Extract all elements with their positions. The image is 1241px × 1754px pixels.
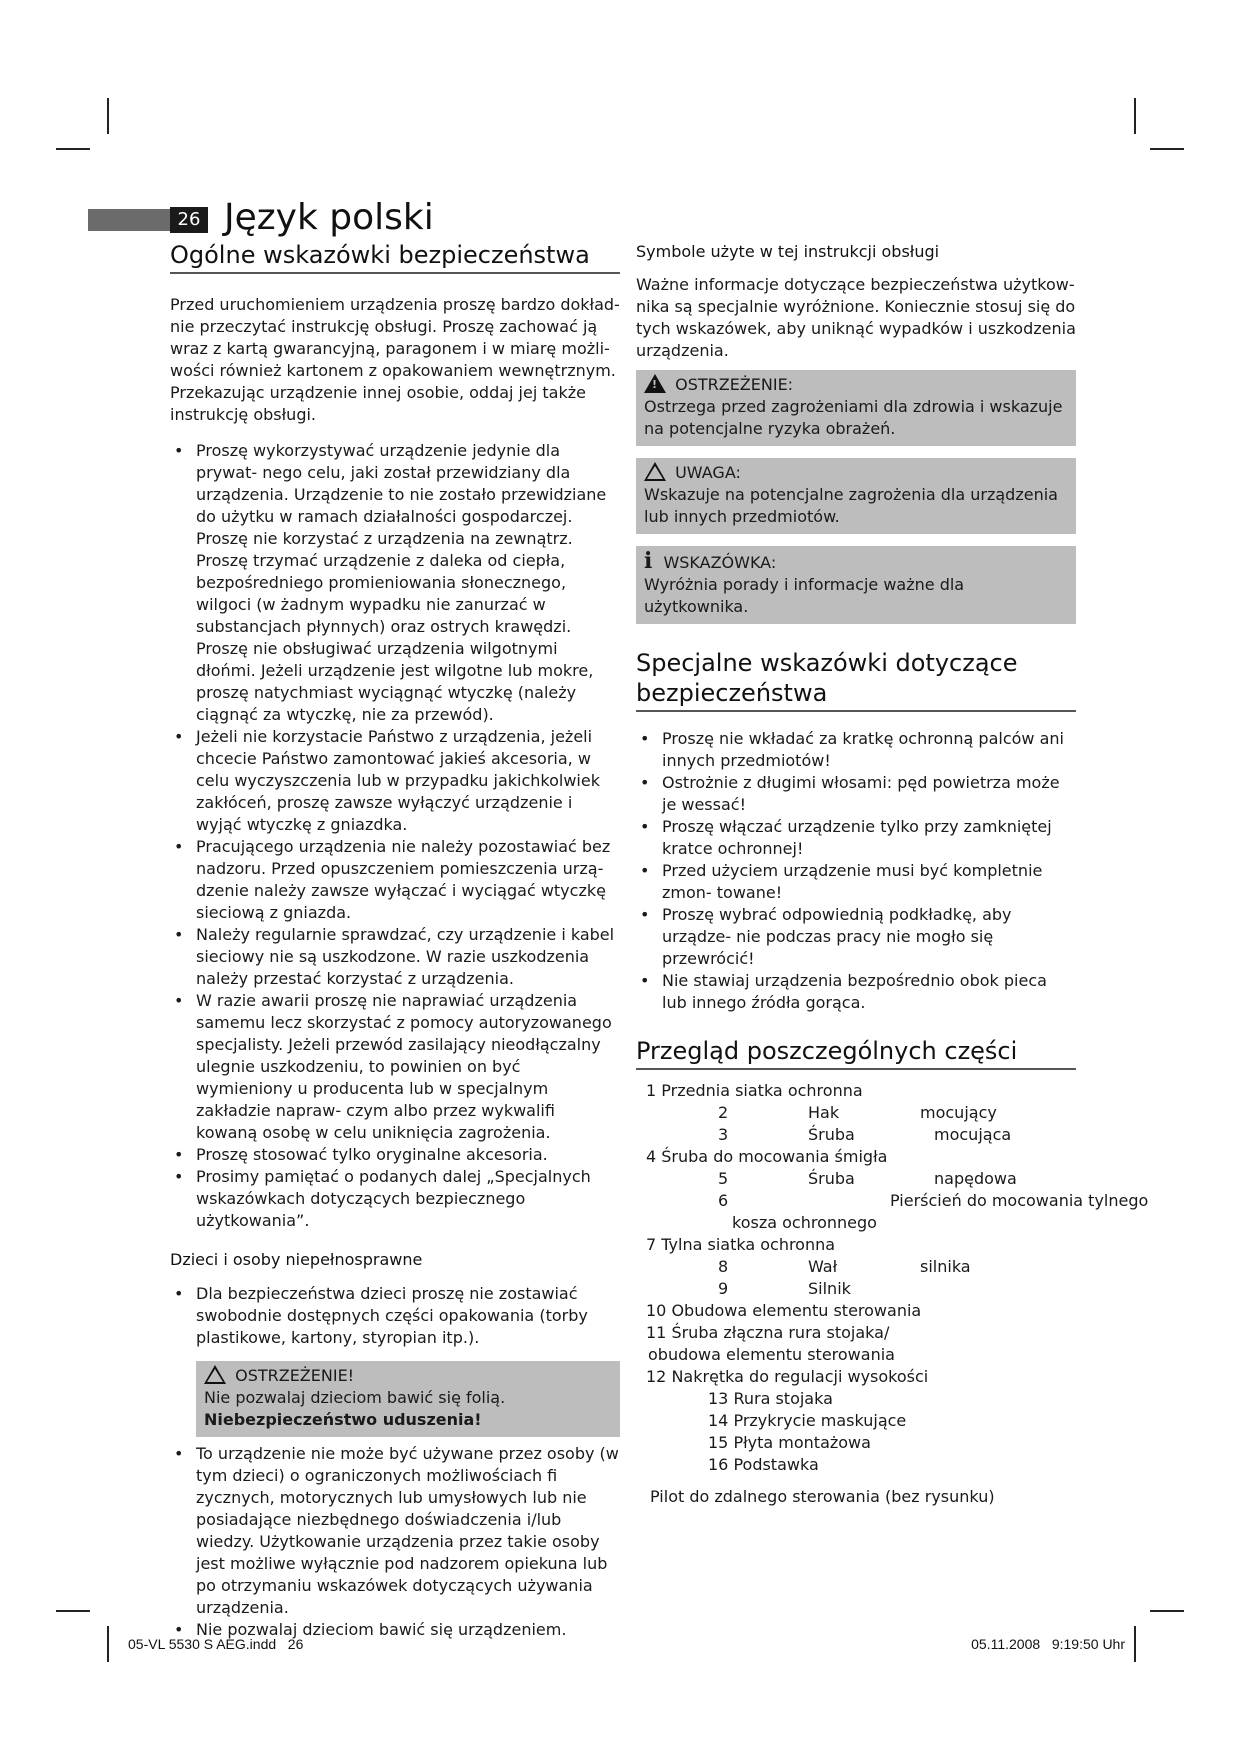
part-item: 2: [718, 1103, 729, 1122]
caution-triangle-icon: [644, 462, 666, 481]
warning-triangle-icon: [204, 1365, 226, 1384]
subheading-symbols: Symbole użyte w tej instrukcji obsługi: [636, 242, 940, 261]
safety-bullet-list: [170, 440, 620, 1232]
list-item: • W razie awarii proszę nie naprawiać urządzenia samemu lecz skorzystać z pomocy autoryzowanego specjalisty. Jeżeli przewód zasilający nieodłączalny ulegnie uszkodzeniu, to powinien on być wymieniony u producenta lub w specjalnym zakładzie napraw- czym albo przez wykwalifi kowaną osobę w celu uniknięcia zagrożenia.: [170, 990, 620, 1144]
crop-mark: [1150, 148, 1184, 150]
intro-line: Przed uruchomieniem urządzenia proszę bardzo dokład-: [170, 295, 620, 314]
part-item: 5: [718, 1169, 729, 1188]
left-column: [170, 240, 620, 1641]
page-title: Język polski: [224, 197, 434, 238]
list-item: • Ostrożnie z długimi włosami: pęd powietrza może je wessać!: [636, 772, 1076, 816]
part-item: silnika: [920, 1257, 971, 1276]
part-item: 10 Obudowa elementu sterowania: [646, 1301, 922, 1320]
section-title-general-safety: Ogólne wskazówki bezpieczeństwa: [170, 240, 620, 274]
list-item: • Proszę wykorzystywać urządzenie jedynie dla prywat- nego celu, jaki został przewidziany dla urządzenia. Urządzenie to nie zostało przewidziane do użytku w ramach działalności gospodarczej. Proszę nie korzystać z urządzenia na zewnątrz. Proszę trzymać urządzenie z daleka od ciepła, bezpośredniego promieniowania słonecznego, wilgoci (w żadnym wypadku nie zanurzać w substancjach płynnych) oraz ostrych krawędzi. Proszę nie obsługiwać urządzenia wilgotnymi dłońmi. Jeżeli urządzenie jest wilgotne lub mokre, proszę natychmiast wyciągnąć wtyczkę (należy ciągnąć za wtyczkę, nie za przewód).: [170, 440, 620, 726]
page-number: 26: [170, 207, 208, 233]
part-item: mocujący: [920, 1103, 997, 1122]
part-item: Śruba: [808, 1125, 855, 1144]
final-bullet-list: [170, 1443, 620, 1641]
crop-mark: [56, 148, 90, 150]
subheading-children: Dzieci i osoby niepełnosprawne: [170, 1250, 423, 1269]
part-item: 14 Przykrycie maskujące: [708, 1411, 907, 1430]
footer-file-info: 05-VL 5530 S AEG.indd 26: [128, 1636, 304, 1652]
part-item: 9: [718, 1279, 729, 1298]
remote-note: Pilot do zdalnego sterowania (bez rysunku): [650, 1487, 995, 1506]
footer-timestamp: 05.11.2008 9:19:50 Uhr: [971, 1636, 1125, 1652]
section-title-parts: Przegląd poszczególnych części: [636, 1036, 1076, 1070]
list-item: • Proszę włączać urządzenie tylko przy zamkniętej kratce ochronnej!: [636, 816, 1076, 860]
part-item: Hak: [808, 1103, 840, 1122]
part-item: 11 Śruba złączna rura stojaka/: [646, 1323, 890, 1342]
symbol-box-text: Wyróżnia porady i informacje ważne dla użytkownika.: [644, 575, 965, 616]
list-item: • Pracującego urządzenia nie należy pozostawiać bez nadzoru. Przed opuszczeniem pomieszczenia urzą- dzenie należy zawsze wyłączać i wyciągać wtyczkę sieciową z gniazda.: [170, 836, 620, 924]
crop-mark: [56, 1610, 90, 1612]
crop-mark: [107, 1626, 109, 1662]
warning-triangle-icon: [644, 374, 666, 393]
children-bullet-list: [170, 1283, 620, 1349]
part-item: 12 Nakrętka do regulacji wysokości: [646, 1367, 929, 1386]
info-icon: i: [644, 548, 653, 574]
part-item: 1 Przednia siatka ochronna: [646, 1081, 863, 1100]
crop-mark: [1134, 1626, 1136, 1662]
part-item: obudowa elementu sterowania: [648, 1345, 895, 1364]
list-item: • Proszę nie wkładać za kratkę ochronną palców ani innych przedmiotów!: [636, 728, 1076, 772]
intro-paragraph: [170, 294, 620, 426]
symbol-box-note: [636, 546, 1076, 624]
list-item: • Proszę stosować tylko oryginalne akcesoria.: [170, 1144, 620, 1166]
warning-box-emphasis: Niebezpieczeństwo uduszenia!: [204, 1410, 482, 1429]
part-item: Śruba: [808, 1169, 855, 1188]
list-item: • Dla bezpieczeństwa dzieci proszę nie zostawiać swobodnie dostępnych części opakowania (torby plastikowe, kartony, styropian itp.).: [170, 1283, 620, 1349]
list-item: • Nie stawiaj urządzenia bezpośrednio obok pieca lub innego źródła gorąca.: [636, 970, 1076, 1014]
symbol-box-caution: [636, 458, 1076, 534]
symbol-box-warning: [636, 370, 1076, 446]
symbol-box-title-text: OSTRZEŻENIE:: [675, 375, 794, 394]
list-item: • Proszę wybrać odpowiednią podkładkę, aby urządze- nie podczas pracy nie mogło się przewrócić!: [636, 904, 1076, 970]
crop-mark: [107, 98, 109, 134]
list-item: • Nie pozwalaj dzieciom bawić się urządzeniem.: [170, 1619, 620, 1641]
part-item: Pierścień do mocowania tylnego: [890, 1191, 1149, 1210]
part-item: 6: [718, 1191, 729, 1210]
part-item: 3: [718, 1125, 729, 1144]
part-item: Wał: [808, 1257, 838, 1276]
part-item: Silnik: [808, 1279, 851, 1298]
crop-mark: [1134, 98, 1136, 134]
warning-box-title-text: OSTRZEŻENIE!: [235, 1366, 355, 1385]
list-item: • Należy regularnie sprawdzać, czy urządzenie i kabel sieciowy nie są uszkodzone. W razie uszkodzenia należy przestać korzystać z urządzenia.: [170, 924, 620, 990]
list-item: • Jeżeli nie korzystacie Państwo z urządzenia, jeżeli chcecie Państwo zamontować jakieś akcesoria, w celu wyczyszczenia lub w przypadku jakichkolwiek zakłóceń, proszę zawsze wyłączyć urządzenie i wyjąć wtyczkę z gniazdka.: [170, 726, 620, 836]
symbol-box-title: [644, 374, 1068, 396]
warning-box-title: [204, 1365, 612, 1387]
section-title-special-safety: Specjalne wskazówki dotyczące bezpieczeństwa: [636, 648, 1076, 712]
symbol-box-title-text: UWAGA:: [675, 463, 741, 482]
intro-line: Przekazując urządzenie innej osobie, oddaj jej także: [170, 383, 586, 402]
part-item: kosza ochronnego: [732, 1213, 877, 1232]
symbol-box-title: [644, 462, 1068, 484]
parts-list: [636, 1080, 1149, 1480]
intro-line: wraz z kartą gwarancyjną, paragonem i w miarę możli-: [170, 339, 610, 358]
intro-line: wości również kartonem z opakowaniem wewnętrznym.: [170, 361, 616, 380]
part-item: mocująca: [934, 1125, 1012, 1144]
part-item: 15 Płyta montażowa: [708, 1433, 871, 1452]
intro-line: instrukcję obsługi.: [170, 405, 317, 424]
part-item: 4 Śruba do mocowania śmigła: [646, 1147, 888, 1166]
symbols-intro: Ważne informacje dotyczące bezpieczeństwa użytkow- nika są specjalnie wyróżnione. Koniecznie stosuj się do tych wskazówek, aby uniknąć wypadków i uszkodzenia urządzenia.: [636, 275, 1076, 360]
crop-mark: [1150, 1610, 1184, 1612]
part-item: napędowa: [934, 1169, 1017, 1188]
intro-line: nie przeczytać instrukcję obsługi. Proszę zachować ją: [170, 317, 598, 336]
part-item: 8: [718, 1257, 729, 1276]
symbol-box-title-text: WSKAZÓWKA:: [663, 553, 777, 572]
symbol-box-text: Wskazuje na potencjalne zagrożenia dla urządzenia lub innych przedmiotów.: [644, 485, 1058, 526]
symbol-box-title: [644, 550, 1068, 574]
part-item: 16 Podstawka: [708, 1455, 819, 1474]
list-item: • Przed użyciem urządzenie musi być kompletnie zmon- towane!: [636, 860, 1076, 904]
part-item: 13 Rura stojaka: [708, 1389, 833, 1408]
part-item: 7 Tylna siatka ochronna: [646, 1235, 836, 1254]
special-bullet-list: [636, 728, 1076, 1014]
list-item: • Prosimy pamiętać o podanych dalej „Specjalnych wskazówkach dotyczących bezpiecznego użytkowania”.: [170, 1166, 620, 1232]
right-column: [636, 240, 1149, 1508]
symbol-box-text: Ostrzega przed zagrożeniami dla zdrowia i wskazuje na potencjalne ryzyka obrażeń.: [644, 397, 1063, 438]
list-item: • To urządzenie nie może być używane przez osoby (w tym dzieci) o ograniczonych możliwościach fi zycznych, motorycznych lub umysłowych lub nie posiadające niezbędnego doświadczenia i/lub wiedzy. Użytkowanie urządzenia przez takie osoby jest możliwe wyłącznie pod nadzorem opiekuna lub po otrzymaniu wskazówek dotyczących używania urządzenia.: [170, 1443, 620, 1619]
warning-box-text: Nie pozwalaj dzieciom bawić się folią.: [204, 1388, 506, 1407]
warning-box: [196, 1361, 620, 1437]
